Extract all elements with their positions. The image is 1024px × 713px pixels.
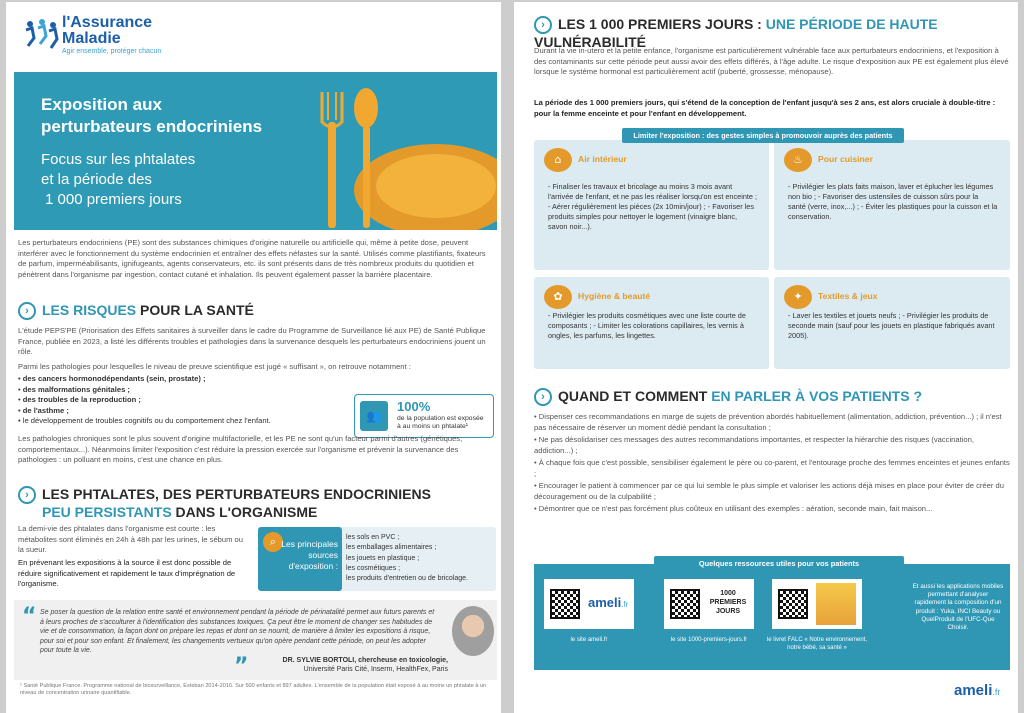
sources-list xyxy=(346,533,468,584)
card-cuisine xyxy=(774,140,1010,270)
risques-bullets xyxy=(18,374,348,427)
bullet-item: • de l'asthme ; xyxy=(18,405,69,415)
card-title: Pour cuisiner xyxy=(818,154,873,164)
card-title: Air intérieur xyxy=(578,154,627,164)
people-icon: 👥 xyxy=(360,401,388,431)
card-title: Hygiène & beauté xyxy=(578,291,651,301)
parler-item: • À chaque fois que c'est possible, sensibiliser également le père ou co-parent, et l'entourage proche des femmes enceintes et jeunes enfants ; xyxy=(534,458,1010,478)
hero-title xyxy=(41,94,262,138)
jours-paragraph-2: La période des 1 000 premiers jours, qui s'étend de la conception de l'enfant jusqu'à ses 2 ans, est alors cruciale à double-titre : pour la femme enceinte et pour l'enfant en développement. xyxy=(534,98,996,118)
cosmetics-icon: ✿ xyxy=(544,285,572,309)
assurance-maladie-logo[interactable] xyxy=(22,12,222,62)
chevron-right-icon: › xyxy=(534,16,552,34)
card-body: - Finaliser les travaux et bricolage au moins 3 mois avant l'arrivée de l'enfant, et ne pas les réaliser lorsqu'on est enceinte ; - Aérer régulièrement les pièces (2x 10min/jour) ; - Favoriser les produits simples pour nettoyer le logement (vinaigre blanc, savon noir...). xyxy=(548,182,758,231)
bullet-item: • des malformations génitales ; xyxy=(18,384,130,394)
parler-title-a: QUAND ET COMMENT xyxy=(558,388,712,404)
intro-paragraph: Les perturbateurs endocriniens (PE) sont des substances chimiques d'origine naturelle ou artificielle qui, même à petite dose, peuvent interférer avec le fonctionnement du système endocrinien et entraîner des effets néfastes sur la santé. Utilisés comme plastifiants, fixateurs de parfum, imperméabilisants, ignifugeants, agents conservateurs, etc. ils sont présents dans de très nombreux produits du quotidien et pénètrent dans l'organisme par ingestion, contact cutané et inhalation. Ils peuvent également passer la barrière placentaire. xyxy=(18,238,486,279)
resources-title: Quelques ressources utiles pour vos patients xyxy=(654,556,904,572)
parler-item: • Dispenser ces recommandations en marge de sujets de prévention abordés habituellement (alimentation, addiction, prévention...) ; il n'est pas nécessaire de réserver un moment dédié pendant la consultation ; xyxy=(534,412,1002,432)
hero-sub-line1: Focus sur les phtalates xyxy=(41,151,196,168)
footnote: ¹ Santé Publique France. Programme national de biosurveillance, Esteban 2014-2016. Sur 500 enfants et 897 adultes. L'ensemble de la population était exposé à au moins un phtalate à un niveau de concentration urinaire quantifiable. xyxy=(20,683,487,696)
phtalates-paragraph-1: La demi-vie des phtalates dans l'organisme est courte : les métabolites sont éliminés en 24h à 48h par les urines, le sébum ou la sueur. xyxy=(18,524,243,554)
parler-title-accent: EN PARLER À VOS PATIENTS ? xyxy=(711,388,923,404)
jours-title-a: LES 1 000 PREMIERS JOURS : xyxy=(558,16,766,32)
resource-caption: le site 1000-premiers-jours.fr xyxy=(670,637,748,643)
card-body: - Laver les textiles et jouets neufs ; - Privilégier les produits de seconde main (sauf pour les jouets en plastique fabriqués avant 2005). xyxy=(788,311,995,340)
hero-sub-line3: 1 000 premiers jours xyxy=(45,191,182,208)
phtalates-title-a: LES PHTALATES, DES PERTURBATEURS ENDOCRINIENS xyxy=(42,486,431,502)
risques-title-rest: POUR LA SANTÉ xyxy=(136,302,254,318)
card-textiles xyxy=(774,277,1010,369)
card-title: Textiles & jeux xyxy=(818,291,878,301)
section-parler-title xyxy=(534,388,922,406)
card-body: - Privilégier les plats faits maison, laver et éplucher les légumes non bio ; - Favoriser des ustensiles de cuisson sûrs pour la santé (verre, inox,...) ; - Éviter les plastiques pour la cuisson et la conservation. xyxy=(788,182,998,221)
jours-title-accent: UNE PÉRIODE DE HAUTE xyxy=(765,16,938,32)
booklet-cover xyxy=(816,583,856,625)
hero-title-line1: Exposition aux xyxy=(41,95,162,114)
house-icon: ⌂ xyxy=(544,148,572,172)
parler-item: • Démontrer que ce n'est pas forcément plus coûteux en utilisant des exemples : aération, seconde main, fait maison... xyxy=(534,504,933,513)
qr-code-icon xyxy=(550,589,580,619)
card-hygiene xyxy=(534,277,769,369)
source-item: les sols en PVC ; xyxy=(346,534,400,541)
sources-header xyxy=(258,527,342,591)
sources-title: Les principales sources d'exposition : xyxy=(281,539,338,571)
pot-icon: ♨ xyxy=(784,148,812,172)
ameli-logo: ameli.fr xyxy=(588,595,629,610)
limit-title-bar: Limiter l'exposition : des gestes simples à promouvoir auprès des patients xyxy=(622,128,904,143)
section-phtalates-title xyxy=(18,486,488,520)
risques-paragraph-3: Les pathologies chroniques sont le plus souvent d'origine multifactorielle, et les PE ne sont qu'un facteur parmi d'autres (génétiques, comportementaux...). Néanmoins limiter l'exposition c'est réduire la pression exercée sur l'organisme et prévenir la survenance des pathologies : un polluant en moins, c'est une chance en plus. xyxy=(18,434,463,464)
hero-sub-line2: et la période des xyxy=(41,171,152,188)
page-left xyxy=(6,2,501,713)
stat-card xyxy=(354,394,494,438)
risques-title-accent: LES RISQUES xyxy=(42,302,137,318)
resource-caption: le livret FALC « Notre environnement, notre bébé, sa santé » xyxy=(766,637,868,651)
apps-note: Et aussi les applications mobiles permettant d'analyser rapidement la composition d'un produit : Yuka, INCI Beauty ou QuelProduit de l'UFC-Que Choisir. xyxy=(912,583,1004,632)
quote-close-icon: ” xyxy=(234,654,249,679)
stat-number: 100% xyxy=(397,399,431,414)
bullet-item: • des troubles de la reproduction ; xyxy=(18,395,141,404)
resource-caption: le site ameli.fr xyxy=(570,637,608,643)
qr-code-icon xyxy=(670,589,700,619)
card-air xyxy=(534,140,769,270)
logo-tagline: Agir ensemble, protéger chacun xyxy=(62,48,162,55)
qr-code-icon xyxy=(778,589,808,619)
author-photo xyxy=(452,606,494,656)
hero-banner xyxy=(14,72,497,230)
card-body: - Privilégier les produits cosmétiques avec une liste courte de composants ; - Limiter les colorations capillaires, les vernis à ongles, les parfums, les lingettes. xyxy=(548,311,746,340)
source-item: les emballages alimentaires ; xyxy=(346,544,437,552)
phtalates-paragraph-2: En prévenant les expositions à la source il est donc possible de réduire significativement et rapidement le taux d'imprégnation de l'organisme. xyxy=(18,558,236,588)
quote-text: Se poser la question de la relation entre santé et environnement pendant la période de périnatalité permet aux futurs parents et à leurs proches de s'acculturer à l'identification des substances toxiques. Ça peut être le moment de changer ses habitudes de vie et de consommation, la façon dont on prépare les repas et dont on se nourrit, de manière à limiter les expositions à risque, pour soi et pour son enfant. Et finalement, les changements vertueux qu'on opère pendant cette période, on peut les adopter pour toute la vie. xyxy=(40,609,435,654)
magnifier-icon: ⌕ xyxy=(263,532,283,552)
bullet-item: • le développement de troubles cognitifs ou du comportement chez l'enfant. xyxy=(18,416,271,425)
resource-1000-jours[interactable] xyxy=(664,579,754,629)
parler-item: • Ne pas désolidariser ces messages des autres recommandations importantes, et respecter la hiérarchie des risques (vaccination, addiction...) ; xyxy=(534,435,974,455)
logo-line2: Maladie xyxy=(62,30,121,47)
quote-author: DR. SYLVIE BORTOLI, chercheuse en toxicologie, Université Paris Cité, Inserm, HealthFex, Paris xyxy=(282,657,448,673)
stat-label: de la population est exposée à au moins un phtalate¹ xyxy=(397,415,484,430)
source-item: les produits d'entretien ou de bricolage. xyxy=(346,575,468,583)
parler-item: • Encourager le patient à commencer par ce qui lui semble le plus simple et valoriser les actions déjà mises en place pour éviter de créer du découragement ou de la culpabilité ; xyxy=(534,481,1004,501)
section-risques-title xyxy=(18,302,254,320)
hero-subtitle xyxy=(41,150,195,210)
sources-box xyxy=(258,527,496,591)
hero-title-line2: perturbateurs endocriniens xyxy=(41,117,263,136)
logo-figures-icon xyxy=(22,16,62,54)
phtalates-title-c: DANS L'ORGANISME xyxy=(171,504,318,521)
phtalates-title-accent: PEU PERSISTANTS xyxy=(42,504,172,521)
chevron-right-icon: › xyxy=(534,388,552,406)
chevron-right-icon: › xyxy=(18,486,36,504)
1000-jours-logo: 1000 PREMIERS JOURS xyxy=(709,590,747,615)
plate-fork-spoon-illustration xyxy=(314,82,497,230)
jours-title-c: VULNÉRABILITÉ xyxy=(534,34,646,51)
risques-paragraph-2: Parmi les pathologies pour lesquelles le niveau de preuve scientifique est jugé « suffisant », on retrouve notamment : xyxy=(18,362,411,371)
quote-box xyxy=(14,600,497,680)
resource-livret-falc[interactable] xyxy=(772,579,862,629)
footer-ameli-logo[interactable]: ameli.fr xyxy=(954,682,1001,699)
parler-list xyxy=(534,412,1010,515)
toys-icon: ✦ xyxy=(784,285,812,309)
bullet-item: • des cancers hormonodépendants (sein, prostate) ; xyxy=(18,374,206,383)
jours-paragraph-1: Durant la vie in-utero et la petite enfance, l'organisme est particulièrement vulnérable face aux perturbateurs endocriniens, et l'exposition à des contaminants sur cette période peut aussi avoir des effets différés, à l'âge adulte. Le risque d'exposition aux PE est également plus élevé lorsque le système hormonal est particulièrement actif (puberté, grossesse, ménopause). xyxy=(534,46,1009,76)
chevron-right-icon: › xyxy=(18,302,36,320)
risques-paragraph-1: L'étude PEPS'PE (Priorisation des Effets sanitaires à surveiller dans le cadre du Programme de Surveillance lié aux PE) de Santé Publique France, publiée en 2023, a listé les différents troubles et pathologies dans la survenance desquels les perturbateurs endocriniens jouent un rôle. xyxy=(18,326,486,356)
source-item: les cosmétiques ; xyxy=(346,564,401,572)
quote-open-icon: “ xyxy=(22,604,37,629)
resource-ameli[interactable] xyxy=(544,579,634,629)
page-right xyxy=(514,2,1018,713)
source-item: les jouets en plastique ; xyxy=(346,554,420,562)
logo-line1: l'Assurance xyxy=(62,14,153,31)
